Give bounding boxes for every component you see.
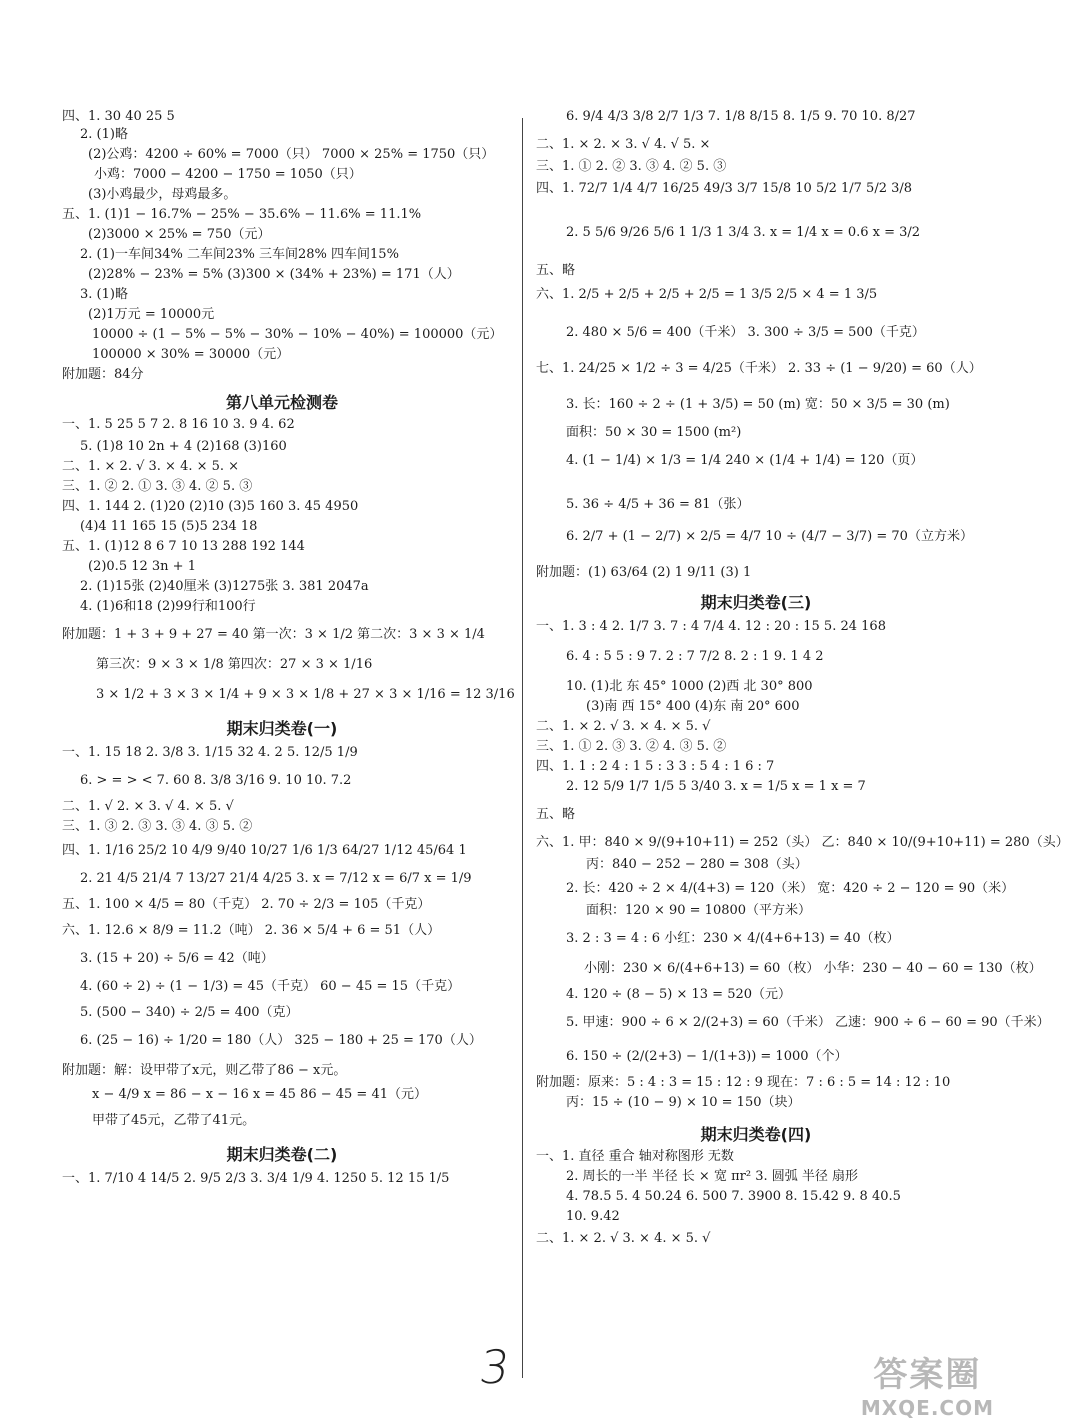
answer-line: 6. (25 − 16) ÷ 1/20 = 180（人） 325 − 180 + 25 = 170（人） [80,1033,482,1048]
answer-line: 四、1. 72/7 1/4 4/7 16/25 49/3 3/7 15/8 10 5/2 1/7 5/2 3/8 [536,181,913,196]
answer-line: 一、1. 直径 重合 轴对称图形 无数 [536,1149,734,1164]
answer-line: 6. 4 : 5 5 : 9 7. 2 : 7 7/2 8. 2 : 1 9. 1 4 2 [566,649,824,664]
answer-line: 3. 长：160 ÷ 2 ÷ (1 + 3/5) = 50 (m) 宽：50 × 3/5 = 30 (m) [566,397,950,412]
answer-line: 丙：15 ÷ (10 − 9) × 10 = 150（块） [566,1095,801,1110]
page-number: 3 [476,1340,514,1394]
answer-line: 3 × 1/2 + 3 × 3 × 1/4 + 9 × 3 × 1/8 + 27 × 3 × 1/16 = 12 3/16 [96,687,515,702]
answer-line: 五、1. 100 × 4/5 = 80（千克） 2. 70 ÷ 2/3 = 105（千克） [62,897,431,912]
answer-line: 六、1. 12.6 × 8/9 = 11.2（吨） 2. 36 × 5/4 + 6 = 51（人） [62,923,441,938]
answer-line: 2. (1)一车间34% 二车间23% 三车间28% 四车间15% [80,247,399,262]
answer-line: 2. (1)15张 (2)40厘米 (3)1275张 3. 381 2047a [80,579,369,594]
answer-line: 6. 9/4 4/3 3/8 2/7 1/3 7. 1/8 8/15 8. 1/5 9. 70 10. 8/27 [566,109,916,124]
answer-line: 2. 周长的一半 半径 长 × 宽 πr² 3. 圆弧 半径 扇形 [566,1169,858,1184]
answer-line: 四、1. 1 : 2 4 : 1 5 : 3 3 : 5 4 : 1 6 : 7 [536,759,775,774]
answer-line: 二、1. × 2. √ 3. × 4. × 5. √ [536,1231,711,1246]
answer-line: 3. (15 + 20) ÷ 5/6 = 42（吨） [80,951,274,966]
watermark-url: MXQE.COM [860,1396,994,1420]
answer-line: 六、1. 2/5 + 2/5 + 2/5 + 2/5 = 1 3/5 2/5 × 4 = 1 3/5 [536,287,878,302]
section-heading: 期末归类卷(二) [226,1145,338,1164]
answer-line: 附加题：1 + 3 + 9 + 27 = 40 第一次：3 × 1/2 第二次：3 × 3 × 1/4 [62,627,485,642]
section-heading: 期末归类卷(四) [700,1125,812,1144]
answer-line: 2. (1)略 [80,127,128,142]
answer-line: (3)南 西 15° 400 (4)东 南 20° 600 [586,699,800,714]
answer-line: 七、1. 24/25 × 1/2 ÷ 3 = 4/25（千米） 2. 33 ÷ (1 − 9/20) = 60（人） [536,361,982,376]
answer-line: 四、1. 30 40 25 5 [62,109,175,124]
answer-line: 一、1. 15 18 2. 3/8 3. 1/15 32 4. 2 5. 12/5 1/9 [62,745,358,760]
answer-line: 一、1. 5 25 5 7 2. 8 16 10 3. 9 4. 62 [62,417,295,432]
answer-line: 三、1. ① 2. ② 3. ③ 4. ② 5. ③ [536,159,727,174]
answer-line: 2. 480 × 5/6 = 400（千米） 3. 300 ÷ 3/5 = 500（千克） [566,325,925,340]
answer-line: 10. 9.42 [566,1209,620,1224]
answer-line: 二、1. √ 2. × 3. √ 4. × 5. √ [62,799,234,814]
answer-line: 五、1. (1)12 8 6 7 10 13 288 192 144 [62,539,305,554]
answer-line: 一、1. 3 : 4 2. 1/7 3. 7 : 4 7/4 4. 12 : 20 : 15 5. 24 168 [536,619,886,634]
answer-line: 4. 120 ÷ (8 − 5) × 13 = 520（元） [566,987,792,1002]
answer-line: 6. 150 ÷ (2/(2+3) − 1/(1+3)) = 1000（个） [566,1049,848,1064]
answer-line: (3)小鸡最少，母鸡最多。 [88,187,237,202]
section-heading: 期末归类卷(三) [700,593,812,612]
watermark-logo-text: 答案圈 [873,1355,982,1395]
answer-line: 附加题：原来：5 : 4 : 3 = 15 : 12 : 9 现在：7 : 6 : 5 = 14 : 12 : 10 [536,1075,951,1090]
answer-line: 2. 5 5/6 9/26 5/6 1 1/3 1 3/4 3. x = 1/4 x = 0.6 x = 3/2 [566,225,921,240]
answer-line: 五、1. (1)1 − 16.7% − 25% − 35.6% − 11.6% = 11.1% [62,207,422,222]
answer-line: 面积：120 × 90 = 10800（平方米） [586,903,812,918]
answer-line: 六、1. 甲：840 × 9/(9+10+11) = 252（头） 乙：840 × 10/(9+10+11) = 280（头） [536,835,1069,850]
answer-line: 二、1. × 2. √ 3. × 4. × 5. × [62,459,240,474]
answer-line: (2)公鸡：4200 ÷ 60% = 7000（只） 7000 × 25% = 1750（只） [88,147,495,162]
answer-line: 10000 ÷ (1 − 5% − 5% − 30% − 10% − 40%) = 100000（元） [92,327,503,342]
section-heading: 第八单元检测卷 [225,393,338,412]
answer-line: 附加题：解：设甲带了x元，则乙带了86 − x元。 [62,1063,347,1078]
answer-line: 五、略 [536,263,576,278]
answer-line: 100000 × 30% = 30000（元） [92,347,290,362]
answer-line: 二、1. × 2. × 3. √ 4. √ 5. × [536,137,711,152]
answer-line: 5. 甲速：900 ÷ 6 × 2/(2+3) = 60（千米） 乙速：900 ÷ 6 − 60 = 90（千米） [566,1015,1050,1030]
answer-line: 甲带了45元，乙带了41元。 [92,1113,256,1128]
answer-line: 第三次：9 × 3 × 1/8 第四次：27 × 3 × 1/16 [96,657,373,672]
answer-line: (2)1万元 = 10000元 [88,307,215,322]
answer-line: (2)28% − 23% = 5% (3)300 × (34% + 23%) = 171（人） [88,267,460,282]
answer-line: 3. (1)略 [80,287,128,302]
answer-line: 3. 2 : 3 = 4 : 6 小红：230 × 4/(4+6+13) = 40（枚） [566,931,900,946]
answer-line: 6. > = > < 7. 60 8. 3/8 3/16 9. 10 10. 7.2 [80,773,352,788]
answer-line: 5. (1)8 10 2n + 4 (2)168 (3)160 [80,439,287,454]
answer-line: 4. (60 ÷ 2) ÷ (1 − 1/3) = 45（千克） 60 − 45 = 15（千克） [80,979,461,994]
answer-line: 4. (1 − 1/4) × 1/3 = 1/4 240 × (1/4 + 1/4) = 120（页） [566,453,924,468]
answer-line: x − 4/9 x = 86 − x − 16 x = 45 86 − 45 = 41（元） [92,1087,427,1102]
answer-line: 面积：50 × 30 = 1500 (m²) [566,425,742,440]
answer-line: 附加题：84分 [62,367,144,382]
answer-line: 小刚：230 × 6/(4+6+13) = 60（枚） 小华：230 − 40 − 60 = 130（枚） [584,961,1042,976]
answer-line: 5. (500 − 340) ÷ 2/5 = 400（克） [80,1005,299,1020]
answer-line: 10. (1)北 东 45° 1000 (2)西 北 30° 800 [566,679,813,694]
watermark [861,1347,994,1420]
answer-line: 二、1. × 2. √ 3. × 4. × 5. √ [536,719,711,734]
answer-line: 5. 36 ÷ 4/5 + 36 = 81（张） [566,497,750,512]
answer-line: 四、1. 144 2. (1)20 (2)10 (3)5 160 3. 45 4950 [62,499,359,514]
section-heading: 期末归类卷(一) [226,719,338,738]
answer-line: 4. 78.5 5. 4 50.24 6. 500 7. 3900 8. 15.42 9. 8 40.5 [566,1189,901,1204]
answer-line: 三、1. ① 2. ③ 3. ② 4. ③ 5. ② [536,739,727,754]
answer-line: (2)3000 × 25% = 750（元） [88,227,271,242]
answer-line: (4)4 11 165 15 (5)5 234 18 [80,519,258,534]
answer-line: 附加题：(1) 63/64 (2) 1 9/11 (3) 1 [536,565,752,580]
column-divider [522,118,523,1378]
answer-line: (2)0.5 12 3n + 1 [88,559,196,574]
answer-line: 五、略 [536,807,576,822]
answer-line: 2. 21 4/5 21/4 7 13/27 21/4 4/25 3. x = 7/12 x = 6/7 x = 1/9 [80,871,472,886]
answer-line: 2. 长：420 ÷ 2 × 4/(4+3) = 120（米） 宽：420 ÷ 2 − 120 = 90（米） [566,881,1015,896]
answer-line: 2. 12 5/9 1/7 1/5 5 3/40 3. x = 1/5 x = 1 x = 7 [566,779,866,794]
answer-line: 小鸡：7000 − 4200 − 1750 = 1050（只） [94,167,362,182]
answer-line: 丙：840 − 252 − 280 = 308（头） [586,857,808,872]
answer-line: 4. (1)6和18 (2)99行和100行 [80,599,256,614]
answer-line: 一、1. 7/10 4 14/5 2. 9/5 2/3 3. 3/4 1/9 4. 1250 5. 12 15 1/5 [62,1171,450,1186]
answer-line: 三、1. ② 2. ① 3. ③ 4. ② 5. ③ [62,479,253,494]
answer-line: 四、1. 1/16 25/2 10 4/9 9/40 10/27 1/6 1/3 64/27 1/12 45/64 1 [62,843,467,858]
answer-line: 6. 2/7 + (1 − 2/7) × 2/5 = 4/7 10 ÷ (4/7 − 3/7) = 70（立方米） [566,529,973,544]
answer-line: 三、1. ③ 2. ③ 3. ③ 4. ③ 5. ② [62,819,253,834]
